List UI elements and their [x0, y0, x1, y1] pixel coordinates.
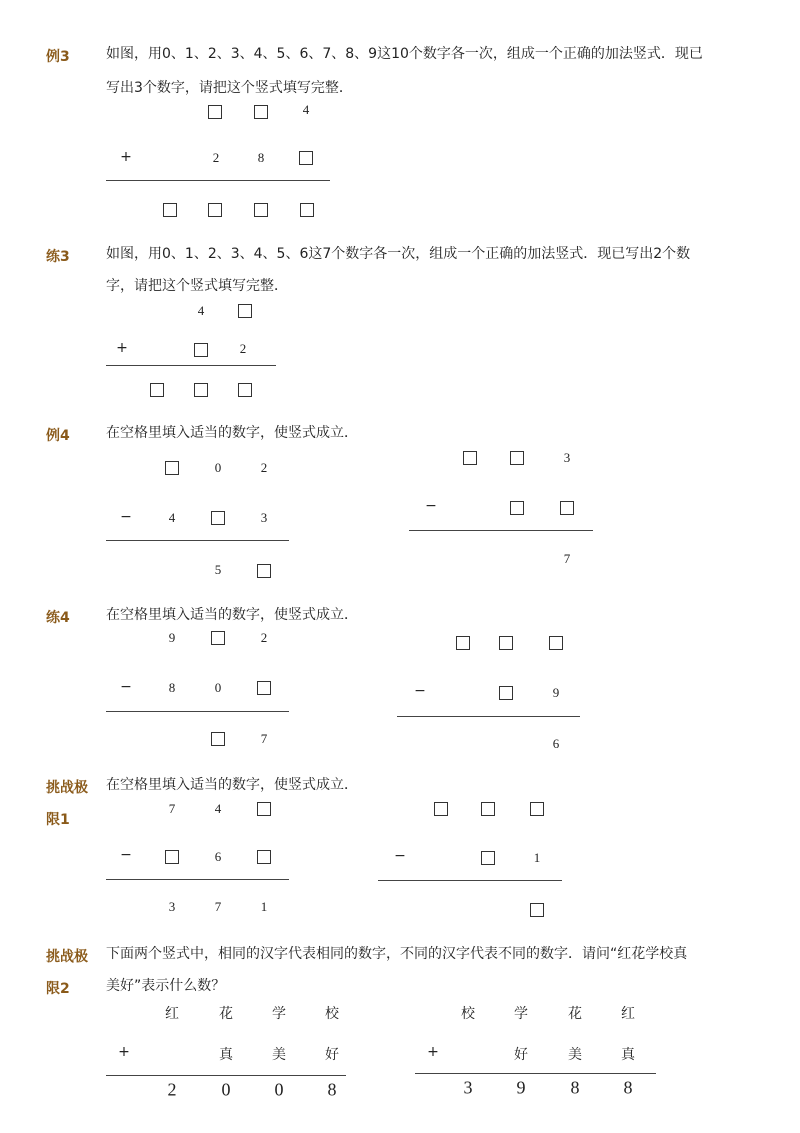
digit: 7: [214, 899, 222, 914]
answer-box[interactable]: [499, 636, 513, 650]
digit: 4: [197, 303, 205, 318]
digit: 8: [570, 1077, 580, 1098]
answer-box[interactable]: [257, 850, 271, 864]
digit: 2: [260, 630, 268, 645]
answer-box[interactable]: [510, 501, 524, 515]
sum-line: [415, 1073, 656, 1074]
problem-text-line: 美好”表示什么数？: [106, 978, 226, 994]
character: 花: [568, 1006, 582, 1022]
section-label-challenge2-line2: 限2: [46, 981, 70, 997]
answer-box[interactable]: [257, 564, 271, 578]
character: 校: [461, 1006, 475, 1022]
problem-text-line: 在空格里填入适当的数字，使竖式成立．: [106, 607, 358, 623]
answer-box[interactable]: [257, 802, 271, 816]
digit: 8: [168, 680, 176, 695]
minus-sign: −: [120, 509, 132, 525]
answer-box[interactable]: [165, 850, 179, 864]
section-label-challenge1-line2: 限1: [46, 812, 70, 828]
plus-sign: +: [116, 340, 128, 356]
answer-box[interactable]: [194, 383, 208, 397]
section-label-challenge1-line1: 挑战极: [46, 780, 88, 796]
digit: 1: [260, 899, 268, 914]
answer-box[interactable]: [481, 851, 495, 865]
answer-box[interactable]: [208, 105, 222, 119]
sum-line: [106, 365, 276, 366]
digit: 7: [168, 801, 176, 816]
section-label-practice4: 练4: [46, 610, 70, 626]
section-label-challenge2-line1: 挑战极: [46, 949, 88, 965]
answer-box[interactable]: [499, 686, 513, 700]
answer-box[interactable]: [254, 105, 268, 119]
plus-sign: +: [427, 1044, 439, 1060]
minus-sign: −: [394, 848, 406, 864]
answer-box[interactable]: [481, 802, 495, 816]
character: 好: [514, 1047, 528, 1063]
answer-box[interactable]: [211, 631, 225, 645]
problem-text-line: 如图，用0、1、2、3、4、5、6这7个数字各一次，组成一个正确的加法竖式．现已写出2个数: [106, 246, 691, 262]
character: 好: [325, 1047, 339, 1063]
answer-box[interactable]: [150, 383, 164, 397]
digit: 9: [552, 685, 560, 700]
character: 学: [272, 1006, 286, 1022]
answer-box[interactable]: [257, 681, 271, 695]
answer-box[interactable]: [194, 343, 208, 357]
answer-box[interactable]: [300, 203, 314, 217]
digit: 8: [623, 1077, 633, 1098]
digit: 0: [214, 460, 222, 475]
plus-sign: +: [118, 1044, 130, 1060]
digit: 9: [168, 630, 176, 645]
answer-box[interactable]: [208, 203, 222, 217]
difference-line: [106, 879, 289, 880]
difference-line: [106, 711, 289, 712]
problem-text-line: 在空格里填入适当的数字，使竖式成立．: [106, 777, 358, 793]
character: 红: [621, 1006, 635, 1022]
answer-box[interactable]: [549, 636, 563, 650]
digit: 5: [214, 562, 222, 577]
minus-sign: −: [414, 683, 426, 699]
digit: 7: [563, 551, 571, 566]
problem-text-line: 字，请把这个竖式填写完整．: [106, 278, 288, 294]
difference-line: [106, 540, 289, 541]
character: 美: [272, 1047, 286, 1063]
character: 真: [621, 1047, 635, 1063]
minus-sign: −: [425, 498, 437, 514]
answer-box[interactable]: [456, 636, 470, 650]
answer-box[interactable]: [254, 203, 268, 217]
problem-text-line: 下面两个竖式中，相同的汉字代表相同的数字，不同的汉字代表不同的数字．请问“红花学校真: [106, 946, 688, 962]
minus-sign: −: [120, 847, 132, 863]
answer-box[interactable]: [510, 451, 524, 465]
character: 花: [219, 1006, 233, 1022]
character: 校: [325, 1006, 339, 1022]
minus-sign: −: [120, 679, 132, 695]
digit: 4: [168, 510, 176, 525]
difference-line: [378, 880, 562, 881]
digit: 3: [260, 510, 268, 525]
sum-line: [106, 180, 330, 181]
section-label-example4: 例4: [46, 428, 70, 444]
digit: 2: [260, 460, 268, 475]
digit: 2: [239, 341, 247, 356]
answer-box[interactable]: [299, 151, 313, 165]
plus-sign: +: [120, 149, 132, 165]
digit: 3: [463, 1077, 473, 1098]
answer-box[interactable]: [165, 461, 179, 475]
answer-box[interactable]: [163, 203, 177, 217]
digit: 6: [214, 849, 222, 864]
digit: 9: [516, 1077, 526, 1098]
difference-line: [409, 530, 593, 531]
digit: 3: [168, 899, 176, 914]
section-label-practice3: 练3: [46, 249, 70, 265]
answer-box[interactable]: [211, 511, 225, 525]
digit: 2: [167, 1079, 177, 1100]
digit: 4: [302, 102, 310, 117]
problem-text-line: 写出3个数字，请把这个竖式填写完整．: [106, 80, 353, 96]
digit: 8: [257, 150, 265, 165]
digit: 3: [563, 450, 571, 465]
answer-box[interactable]: [530, 802, 544, 816]
character: 学: [514, 1006, 528, 1022]
digit: 0: [274, 1079, 284, 1100]
section-label-example3: 例3: [46, 49, 70, 65]
digit: 1: [533, 850, 541, 865]
problem-text-line: 如图，用0、1、2、3、4、5、6、7、8、9这10个数字各一次，组成一个正确的加法竖式．现已: [106, 46, 703, 62]
sum-line: [106, 1075, 346, 1076]
digit: 0: [214, 680, 222, 695]
digit: 0: [221, 1079, 231, 1100]
digit: 6: [552, 736, 560, 751]
digit: 2: [212, 150, 220, 165]
answer-box[interactable]: [434, 802, 448, 816]
digit: 8: [327, 1079, 337, 1100]
answer-box[interactable]: [530, 903, 544, 917]
answer-box[interactable]: [238, 383, 252, 397]
digit: 4: [214, 801, 222, 816]
digit: 7: [260, 731, 268, 746]
answer-box[interactable]: [560, 501, 574, 515]
problem-text-line: 在空格里填入适当的数字，使竖式成立．: [106, 425, 358, 441]
answer-box[interactable]: [211, 732, 225, 746]
difference-line: [397, 716, 580, 717]
character: 真: [219, 1047, 233, 1063]
character: 美: [568, 1047, 582, 1063]
answer-box[interactable]: [463, 451, 477, 465]
answer-box[interactable]: [238, 304, 252, 318]
character: 红: [165, 1006, 179, 1022]
